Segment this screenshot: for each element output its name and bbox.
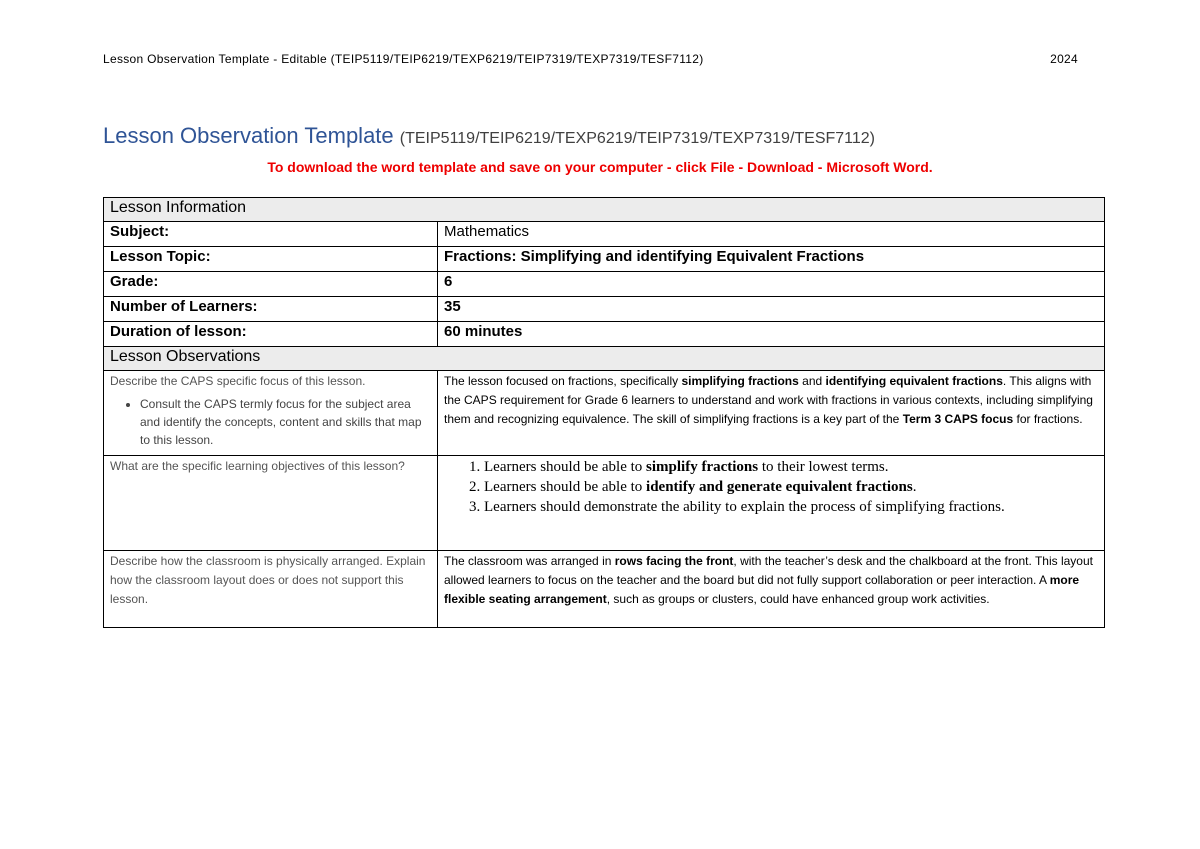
duration-value: 60 minutes (438, 322, 1105, 347)
lesson-information-heading: Lesson Information (104, 198, 1105, 222)
lesson-observations-heading-row (104, 347, 1105, 371)
caps-focus-bullets (110, 395, 431, 449)
caps-focus-answer (438, 371, 1105, 456)
caps-focus-bullet: • Consult the CAPS termly focus for the subject area and identify the concepts, content and skills that map to this lesson. (140, 395, 431, 449)
lesson-topic-value: Fractions: Simplifying and identifying Equivalent Fractions (438, 247, 1105, 272)
grade-row (104, 272, 1105, 297)
objectives-list (444, 457, 1098, 517)
lesson-topic-label: Lesson Topic: (104, 247, 438, 272)
duration-row (104, 322, 1105, 347)
grade-value: 6 (438, 272, 1105, 297)
objective-item: 2. Learners should be able to identify and generate equivalent fractions. (484, 477, 1098, 497)
document-title (103, 123, 875, 149)
classroom-answer (438, 551, 1105, 628)
answer-text: , with the teacher’s desk and the chalkboard at the front. This layout allowed learners to focus on the teacher and the board but did not fully support collaboration or peer interaction. A (444, 554, 1093, 587)
subject-label: Subject: (104, 222, 438, 247)
answer-text: , such as groups or clusters, could have enhanced group work activities. (606, 592, 990, 606)
answer-emphasis: simplifying fractions (681, 374, 799, 388)
objectives-answer (438, 456, 1105, 551)
number-of-learners-label: Number of Learners: (104, 297, 438, 322)
grade-label: Grade: (104, 272, 438, 297)
caps-focus-question: Describe the CAPS specific focus of this lesson. (110, 374, 366, 388)
answer-emphasis: rows facing the front (614, 554, 734, 568)
lesson-information-heading-row (104, 198, 1105, 222)
header-document-name: Lesson Observation Template - Editable (TEIP5119/TEIP6219/TEXP6219/TEIP7319/TEXP7319/TESF7112) (103, 52, 704, 66)
title-codes: (TEIP5119/TEIP6219/TEXP6219/TEIP7319/TEXP7319/TESF7112) (399, 130, 876, 147)
classroom-question: Describe how the classroom is physically arranged. Explain how the classroom layout does or does not support this lesson. (104, 551, 438, 628)
lesson-observation-table (103, 197, 1105, 628)
answer-text: . This aligns with the CAPS requirement for Grade 6 learners to understand and work with fractions in various contexts, including simplifying them and recognizing equivalence. The skill of simplifying fractions is a key part of the (444, 374, 1093, 426)
title-main: Lesson Observation Template (103, 123, 394, 148)
caps-focus-question-cell (104, 371, 438, 456)
duration-label: Duration of lesson: (104, 322, 438, 347)
answer-emphasis: more flexible seating arrangement (444, 573, 1080, 606)
subject-value: Mathematics (438, 222, 1105, 247)
objectives-question: What are the specific learning objectives of this lesson? (104, 456, 438, 551)
answer-emphasis: identifying equivalent fractions (825, 374, 1003, 388)
download-instruction: To download the word template and save on your computer - click File - Download - Microsoft Word. (267, 159, 933, 175)
answer-text: The lesson focused on fractions, specifically (444, 374, 682, 388)
page-header (103, 52, 1078, 66)
caps-focus-row (104, 371, 1105, 456)
number-of-learners-row (104, 297, 1105, 322)
objective-item: 3. Learners should demonstrate the ability to explain the process of simplifying fractions. (484, 497, 1098, 517)
objective-item: 1. Learners should be able to simplify fractions to their lowest terms. (484, 457, 1098, 477)
subject-row (104, 222, 1105, 247)
lesson-topic-row (104, 247, 1105, 272)
answer-text: and (798, 374, 826, 388)
header-year: 2024 (1050, 52, 1078, 66)
classroom-row (104, 551, 1105, 628)
lesson-observations-heading: Lesson Observations (104, 347, 1105, 371)
answer-text: The classroom was arranged in (444, 554, 615, 568)
answer-emphasis: Term 3 CAPS focus (902, 412, 1014, 426)
objectives-row (104, 456, 1105, 551)
number-of-learners-value: 35 (438, 297, 1105, 322)
answer-text: for fractions. (1013, 412, 1083, 426)
